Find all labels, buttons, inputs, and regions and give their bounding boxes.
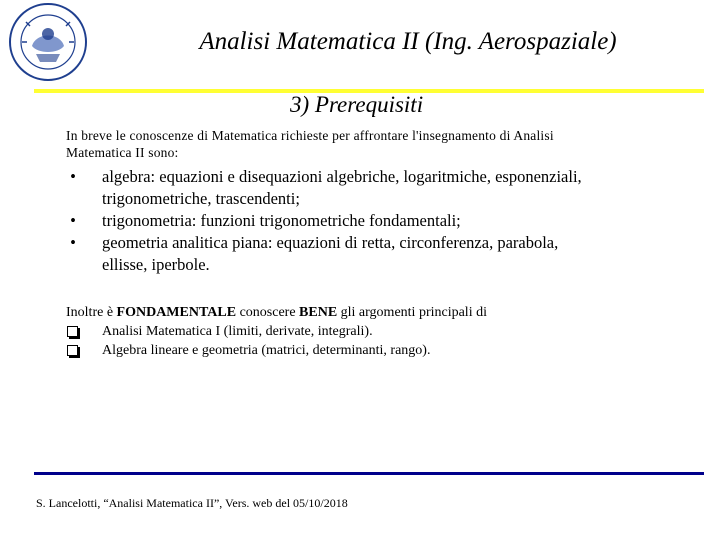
prerequisite-item-trigonometria [66,210,706,232]
required-course-list [66,322,706,360]
item-text-line: ellisse, iperbole. [102,255,210,274]
item-text-line: trigonometria: funzioni trigonometriche fondamentali; [102,211,461,230]
footer-divider [34,472,704,475]
intro-line: Matematica II sono: [66,145,179,160]
item-text-line: trigonometriche, trascendenti; [102,189,300,208]
slide-header-title: Analisi Matematica II (Ing. Aerospaziale) [199,28,617,55]
note-emphasis: BENE [299,305,338,320]
politecnico-seal-icon [8,2,88,82]
intro-paragraph [66,127,686,161]
bullet-icon: • [70,211,76,230]
note-text: Inoltre è [66,305,117,320]
note-heading [66,303,706,322]
required-course-text: Algebra lineare e geometria (matrici, determinanti, rango). [102,343,431,358]
required-course-text: Analisi Matematica I (limiti, derivate, integrali). [102,324,373,339]
note-emphasis: FONDAMENTALE [116,305,237,320]
item-text-line: geometria analitica piana: equazioni di retta, circonferenza, parabola, [102,233,559,252]
prerequisite-item-algebra [66,166,706,210]
note-text: gli argomenti principali di [337,305,487,320]
required-course-item [66,341,706,360]
fundamentals-note [66,303,706,360]
prerequisite-list [66,166,706,276]
prerequisite-item-geometria [66,232,706,276]
bullet-icon: • [70,167,76,186]
footer-credit: S. Lancelotti, “Analisi Matematica II”, Vers. web del 05/10/2018 [36,496,348,510]
item-text-line: algebra: equazioni e disequazioni algebriche, logaritmiche, esponenziali, [102,167,582,186]
checkbox-bullet-icon [67,326,78,337]
required-course-item [66,322,706,341]
intro-line: In breve le conoscenze di Matematica richieste per affrontare l'insegnamento di Analisi [66,128,554,143]
note-text: conoscere [236,305,300,320]
checkbox-bullet-icon [67,345,78,356]
bullet-icon: • [70,233,76,252]
slide-subtitle: 3) Prerequisiti [290,92,424,117]
